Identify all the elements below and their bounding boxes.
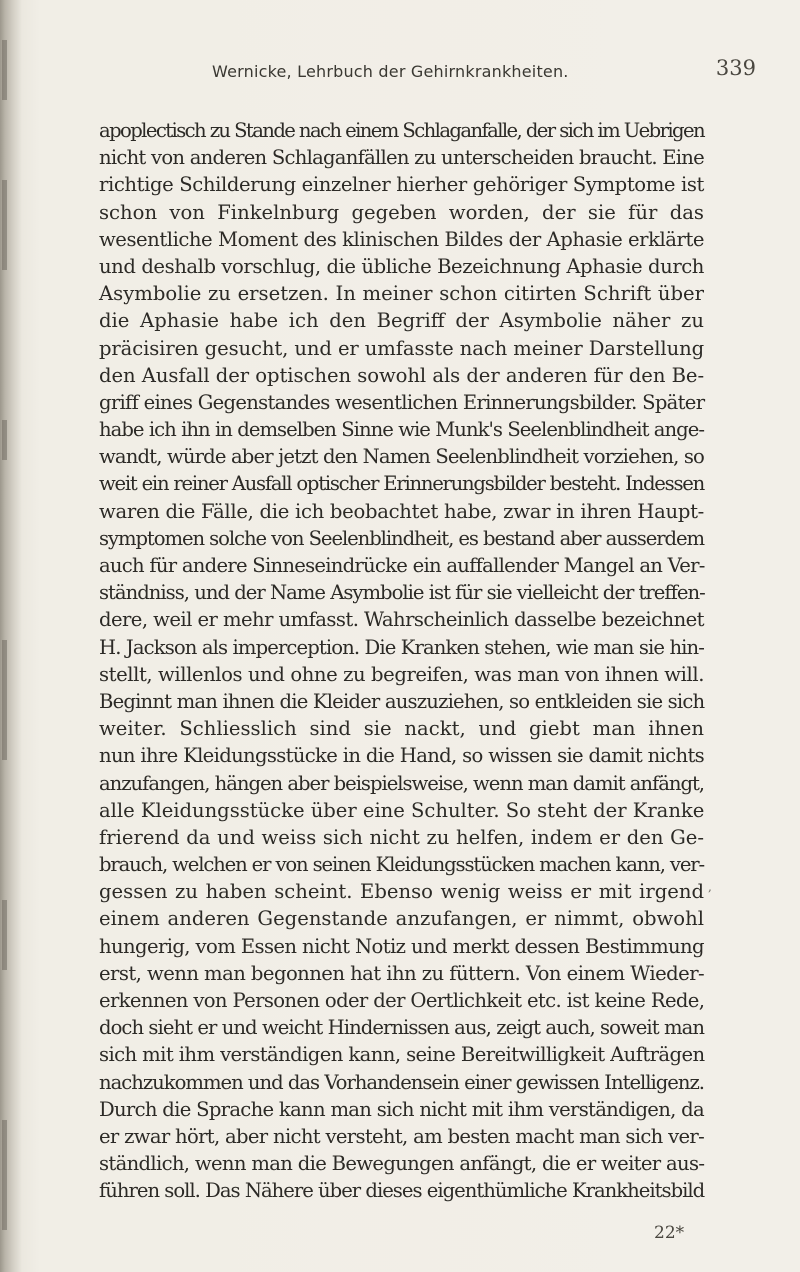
text-line: griff eines Gegenstandes wesentlichen Erinnerungsbilder. Später (99, 390, 705, 414)
text-line: wesentliche Moment des klinischen Bildes der Aphasie erklärte (99, 227, 704, 251)
spine-mark (2, 420, 7, 460)
text-line: nun ihre Kleidungsstücke in die Hand, so wissen sie damit nichts (99, 744, 705, 768)
text-line: nachzukommen und das Vorhandensein einer gewissen Intelligenz. (99, 1070, 704, 1094)
text-line: wandt, würde aber jetzt den Namen Seelenblindheit vorziehen, so (99, 445, 704, 469)
text-line: ständniss, und der Name Asymbolie ist für sie vielleicht der treffen- (99, 581, 705, 605)
spine-mark (2, 640, 7, 760)
text-line: dere, weil er mehr umfasst. Wahrscheinlich dasselbe bezeichnet (99, 608, 704, 632)
text-line: apoplectisch zu Stande nach einem Schlaganfalle, der sich im Uebrigen (99, 119, 704, 142)
text-line: führen soll. Das Nähere über dieses eigenthümliche Krankheitsbild (99, 1179, 705, 1203)
text-line: anzufangen, hängen aber beispielsweise, wenn man damit anfängt, (99, 771, 704, 795)
text-line: erst, wenn man begonnen hat ihn zu füttern. Von einem Wieder- (99, 961, 705, 985)
text-line: auch für andere Sinneseindrücke ein auffallender Mangel an Ver- (99, 554, 705, 577)
page-header (0, 56, 800, 92)
page-spine-shadow (0, 0, 22, 1272)
text-line: doch sieht er und weicht Hindernissen aus, zeigt auch, soweit man (99, 1016, 704, 1040)
signature-mark: 22* (654, 1223, 685, 1243)
text-line: weit ein reiner Ausfall optischer Erinnerungsbilder besteht. Indessen (99, 472, 704, 496)
body-text (99, 117, 704, 1205)
text-line: sich mit ihm verständigen kann, seine Bereitwilligkeit Aufträgen (99, 1043, 705, 1067)
text-line: habe ich ihn in demselben Sinne wie Munk's Seelenblindheit ange- (99, 418, 704, 442)
text-line: frierend da und weiss sich nicht zu helfen, indem er den Ge- (99, 825, 704, 849)
page-number: 339 (715, 56, 756, 80)
text-line: die Aphasie habe ich den Begriff der Asymbolie näher zu (99, 309, 704, 333)
text-line: Beginnt man ihnen die Kleider auszuziehen, so entkleiden sie sich (99, 689, 705, 713)
text-line: hungerig, vom Essen nicht Notiz und merkt dessen Bestimmung (99, 934, 704, 958)
text-line: weiter. Schliesslich sind sie nackt, und giebt man ihnen (99, 717, 704, 741)
spine-mark (2, 1120, 7, 1230)
text-line: ständlich, wenn man die Bewegungen anfängt, die er weiter aus- (99, 1152, 705, 1176)
text-line: einem anderen Gegenstande anzufangen, er nimmt, obwohl (99, 907, 704, 931)
text-line: waren die Fälle, die ich beobachtet habe, zwar in ihren Haupt- (99, 499, 704, 523)
text-line: Asymbolie zu ersetzen. In meiner schon citirten Schrift über (99, 282, 704, 306)
text-line: Durch die Sprache kann man sich nicht mit ihm verständigen, da (99, 1097, 704, 1121)
text-line: nicht von anderen Schlaganfällen zu unterscheiden braucht. Eine (99, 146, 704, 170)
running-head: Wernicke, Lehrbuch der Gehirnkrankheiten. (212, 62, 569, 81)
text-line: und deshalb vorschlug, die übliche Bezeichnung Aphasie durch (99, 254, 704, 278)
text-line: den Ausfall der optischen sowohl als der anderen für den Be- (99, 363, 704, 387)
text-line: brauch, welchen er von seinen Kleidungsstücken machen kann, ver- (99, 853, 704, 877)
spine-mark (2, 180, 7, 270)
text-line: er zwar hört, aber nicht versteht, am besten macht man sich ver- (99, 1124, 705, 1148)
text-line: stellt, willenlos und ohne zu begreifen, was man von ihnen will. (99, 662, 704, 686)
text-line: erkennen von Personen oder der Oertlichkeit etc. ist keine Rede, (99, 989, 705, 1012)
spine-mark (2, 900, 7, 970)
margin-mark: , (708, 880, 712, 894)
text-line: symptomen solche von Seelenblindheit, es bestand aber ausserdem (99, 526, 704, 550)
text-line: H. Jackson als imperception. Die Kranken stehen, wie man sie hin- (99, 635, 704, 659)
text-line: gessen zu haben scheint. Ebenso wenig weiss er mit irgend (99, 880, 704, 904)
text-line: schon von Finkelnburg gegeben worden, der sie für das (99, 200, 704, 224)
text-line: alle Kleidungsstücke über eine Schulter. So steht der Kranke (99, 798, 705, 822)
text-line: richtige Schilderung einzelner hierher gehöriger Symptome ist (99, 173, 704, 197)
text-line: präcisiren gesucht, und er umfasste nach meiner Darstellung (99, 336, 704, 360)
